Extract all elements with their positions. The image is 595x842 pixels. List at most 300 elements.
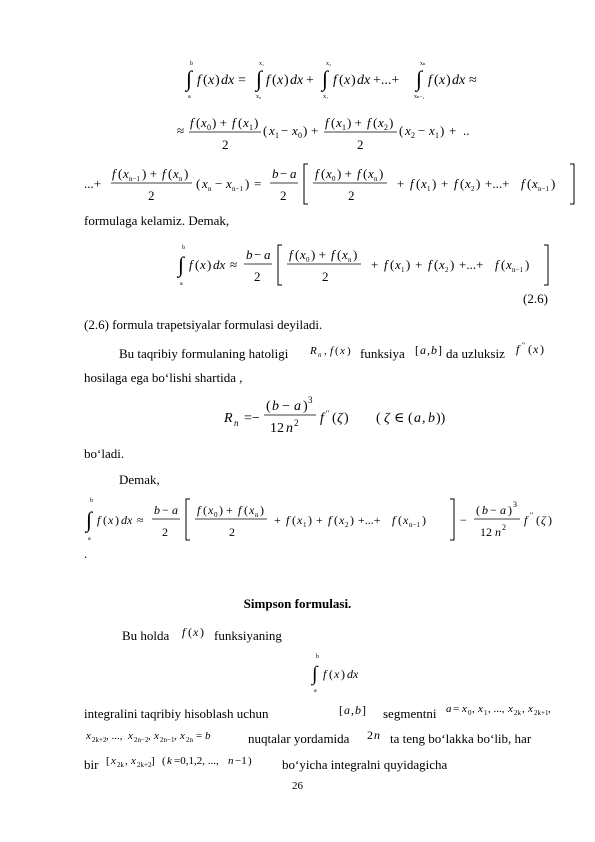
svg-text:) +: ) + bbox=[337, 166, 352, 181]
svg-text:(: ( bbox=[103, 513, 107, 527]
svg-text:n: n bbox=[286, 421, 293, 436]
svg-text:): ) bbox=[379, 166, 384, 181]
svg-text:x: x bbox=[462, 703, 467, 715]
svg-text:2n−1: 2n−1 bbox=[160, 736, 175, 744]
svg-text:x: x bbox=[339, 513, 345, 527]
svg-text:): ) bbox=[508, 503, 512, 517]
svg-text:x: x bbox=[193, 625, 199, 639]
equation-integral-split bbox=[170, 58, 490, 104]
svg-text:∫: ∫ bbox=[322, 66, 329, 91]
svg-text:xₙ: xₙ bbox=[420, 61, 426, 67]
svg-text:x: x bbox=[326, 166, 332, 181]
svg-text:n: n bbox=[179, 175, 183, 183]
svg-text:f: f bbox=[330, 345, 334, 357]
svg-text:n−1: n−1 bbox=[232, 185, 243, 193]
svg-text:n: n bbox=[374, 175, 378, 183]
svg-text:f: f bbox=[320, 411, 324, 426]
svg-text:x: x bbox=[173, 166, 179, 181]
svg-text:f: f bbox=[112, 166, 116, 181]
svg-text:...+: ...+ bbox=[84, 176, 102, 191]
svg-text:=: = bbox=[238, 73, 246, 88]
svg-text:): ) bbox=[446, 73, 451, 88]
svg-text:−: − bbox=[162, 503, 169, 517]
svg-text:x: x bbox=[478, 703, 483, 715]
inline-math-nodes-end bbox=[84, 724, 244, 748]
svg-text:(: ( bbox=[203, 73, 208, 88]
svg-text:x: x bbox=[532, 176, 538, 191]
svg-text:) +: ) + bbox=[212, 115, 227, 130]
svg-text:f: f bbox=[182, 625, 186, 639]
text-line: bo‘ladi. bbox=[84, 446, 125, 461]
svg-text:x: x bbox=[202, 176, 208, 191]
svg-text:x: x bbox=[334, 667, 340, 681]
svg-text:2: 2 bbox=[254, 269, 261, 284]
equation-error-term bbox=[222, 392, 482, 438]
svg-text:−: − bbox=[254, 247, 262, 262]
svg-text:∈: ∈ bbox=[394, 411, 405, 426]
svg-text:1: 1 bbox=[303, 521, 307, 529]
svg-text:2: 2 bbox=[294, 418, 299, 428]
svg-text:a: a bbox=[500, 503, 506, 517]
svg-text:x: x bbox=[108, 513, 114, 527]
svg-text:n: n bbox=[228, 755, 234, 767]
svg-text:): ) bbox=[422, 513, 426, 527]
svg-text:−: − bbox=[215, 176, 223, 191]
svg-text:x: x bbox=[508, 703, 513, 715]
svg-text:): ) bbox=[450, 257, 455, 272]
svg-text:+: + bbox=[441, 176, 449, 191]
svg-text:+...+: +...+ bbox=[358, 513, 381, 527]
svg-text:dx: dx bbox=[121, 513, 133, 527]
svg-text:b: b bbox=[190, 61, 193, 67]
svg-text:x: x bbox=[368, 166, 374, 181]
text-line: ta teng bo‘lakka bo‘lib, har bbox=[390, 731, 532, 746]
text-line: hosilaga ega bo‘lishi shartida , bbox=[84, 370, 243, 385]
svg-text:(: ( bbox=[528, 342, 532, 356]
svg-text:−: − bbox=[282, 399, 290, 414]
svg-text:x: x bbox=[421, 176, 427, 191]
svg-text:f: f bbox=[410, 176, 414, 191]
svg-text:]: ] bbox=[438, 343, 442, 357]
text-line: Bu holda bbox=[122, 628, 170, 643]
svg-text:x: x bbox=[208, 73, 215, 88]
svg-text:f: f bbox=[392, 513, 396, 527]
text-line: bir bbox=[84, 757, 99, 772]
svg-text:x: x bbox=[86, 730, 91, 742]
svg-text:b: b bbox=[428, 411, 435, 426]
svg-text:2k: 2k bbox=[514, 709, 521, 717]
svg-text:f: f bbox=[516, 342, 520, 356]
svg-text:ζ: ζ bbox=[384, 411, 390, 426]
svg-text:): ) bbox=[347, 345, 351, 357]
svg-text:n: n bbox=[255, 511, 259, 519]
svg-text:(: ( bbox=[168, 166, 173, 181]
text-line: funksiya bbox=[360, 346, 405, 361]
svg-text:b: b bbox=[355, 703, 361, 717]
svg-text:,: , bbox=[548, 703, 551, 715]
svg-text:x: x bbox=[533, 342, 539, 356]
svg-text:f: f bbox=[266, 73, 270, 88]
svg-text:x: x bbox=[340, 345, 345, 357]
svg-text:f: f bbox=[328, 513, 332, 527]
equation-trapezoid-with-error bbox=[84, 494, 564, 544]
svg-text:2k: 2k bbox=[117, 761, 124, 769]
svg-text:): ) bbox=[184, 166, 189, 181]
svg-text:a: a bbox=[264, 247, 271, 262]
svg-text:(: ( bbox=[118, 166, 123, 181]
svg-text:f: f bbox=[521, 176, 525, 191]
svg-text:(: ( bbox=[196, 115, 201, 130]
svg-text:,: , bbox=[427, 343, 430, 357]
svg-text:(: ( bbox=[460, 176, 465, 191]
svg-text:x: x bbox=[277, 73, 284, 88]
text-line: da uzluksiz bbox=[446, 346, 505, 361]
svg-text:≈: ≈ bbox=[137, 513, 144, 527]
svg-text:+: + bbox=[449, 123, 457, 138]
svg-text:12: 12 bbox=[480, 525, 492, 539]
svg-text:2: 2 bbox=[322, 269, 329, 284]
svg-text:, ...,: , ..., bbox=[106, 730, 123, 742]
svg-text:(: ( bbox=[203, 503, 207, 517]
svg-text:a: a bbox=[290, 166, 297, 181]
svg-text:): ) bbox=[389, 115, 394, 130]
svg-text:2: 2 bbox=[384, 123, 388, 132]
svg-text:∫: ∫ bbox=[312, 663, 318, 685]
text-line: Demak, bbox=[119, 472, 160, 487]
svg-text:n−1: n−1 bbox=[129, 175, 140, 183]
svg-text:b: b bbox=[272, 399, 279, 414]
svg-text:f: f bbox=[286, 513, 290, 527]
svg-text:) +: ) + bbox=[219, 503, 233, 517]
svg-text:dx: dx bbox=[347, 667, 359, 681]
text-line: segmentni bbox=[383, 706, 437, 721]
svg-text:=: = bbox=[254, 176, 262, 191]
svg-text:∫: ∫ bbox=[178, 252, 185, 277]
svg-text:b: b bbox=[246, 247, 253, 262]
svg-text:dx: dx bbox=[357, 73, 371, 88]
svg-text:R: R bbox=[310, 345, 317, 357]
svg-text:..: .. bbox=[463, 123, 470, 138]
svg-text:1: 1 bbox=[427, 185, 431, 193]
svg-text:'': '' bbox=[326, 409, 329, 418]
svg-text:): ) bbox=[540, 342, 544, 356]
svg-text:2: 2 bbox=[367, 728, 373, 742]
svg-text:f: f bbox=[238, 503, 242, 517]
svg-text:b: b bbox=[182, 245, 185, 251]
svg-text:x: x bbox=[180, 730, 185, 742]
svg-text:(: ( bbox=[238, 115, 243, 130]
inline-math-interval bbox=[338, 699, 374, 721]
svg-text:f: f bbox=[325, 115, 329, 130]
svg-text:0: 0 bbox=[214, 511, 218, 519]
svg-text:): ) bbox=[351, 73, 356, 88]
svg-text:): ) bbox=[353, 247, 358, 262]
svg-text:1: 1 bbox=[435, 131, 439, 140]
svg-text:n−1: n−1 bbox=[538, 185, 549, 193]
svg-text:2k+2: 2k+2 bbox=[92, 736, 107, 744]
svg-text:'': '' bbox=[530, 511, 533, 520]
svg-text:xₙ₋₁: xₙ₋₁ bbox=[414, 94, 425, 100]
inline-math-interval bbox=[414, 340, 450, 362]
equation-trapezoid-sum-end bbox=[84, 160, 580, 208]
svg-text:,: , bbox=[148, 730, 151, 742]
svg-text:=: = bbox=[453, 703, 460, 715]
svg-text:a: a bbox=[188, 94, 191, 100]
svg-text:x: x bbox=[395, 257, 401, 272]
svg-text:2: 2 bbox=[502, 523, 506, 532]
svg-text:x: x bbox=[336, 115, 342, 130]
svg-text:(: ( bbox=[331, 115, 336, 130]
inline-math-nodes-start bbox=[444, 697, 554, 721]
svg-text:,: , bbox=[351, 703, 354, 717]
svg-text:≈: ≈ bbox=[469, 73, 477, 88]
svg-text:x: x bbox=[128, 730, 133, 742]
svg-text:2: 2 bbox=[357, 137, 364, 152]
svg-text:(: ( bbox=[337, 247, 342, 262]
svg-text:(: ( bbox=[196, 176, 201, 191]
svg-text:n: n bbox=[495, 525, 501, 539]
svg-text:∫: ∫ bbox=[416, 66, 423, 91]
svg-text:): ) bbox=[341, 667, 345, 681]
svg-text:x: x bbox=[297, 513, 303, 527]
svg-text:(: ( bbox=[399, 123, 404, 138]
svg-text:+...+: +...+ bbox=[459, 257, 484, 272]
inline-math-2n bbox=[365, 724, 387, 746]
text-line: . bbox=[84, 546, 88, 561]
svg-text:(: ( bbox=[501, 257, 506, 272]
svg-text:+: + bbox=[311, 123, 319, 138]
svg-text:a: a bbox=[88, 536, 91, 542]
svg-text:a: a bbox=[414, 411, 421, 426]
svg-text:−: − bbox=[490, 503, 497, 517]
svg-text:): ) bbox=[432, 176, 437, 191]
svg-text:f: f bbox=[97, 513, 101, 527]
svg-text:f: f bbox=[197, 503, 201, 517]
svg-text:f: f bbox=[524, 513, 528, 527]
svg-text:a: a bbox=[420, 343, 426, 357]
svg-text:a: a bbox=[446, 703, 452, 715]
svg-text:(: ( bbox=[536, 513, 540, 527]
svg-text:,: , bbox=[472, 703, 475, 715]
svg-text:(: ( bbox=[434, 257, 439, 272]
text-line: formulaga kelamiz. Demak, bbox=[84, 213, 230, 228]
text-line: nuqtalar yordamida bbox=[248, 731, 350, 746]
svg-text:[: [ bbox=[415, 343, 419, 357]
svg-text:): ) bbox=[260, 503, 264, 517]
svg-text:(: ( bbox=[266, 399, 271, 414]
svg-text:f: f bbox=[495, 257, 499, 272]
svg-text:): ) bbox=[548, 513, 552, 527]
svg-text:,: , bbox=[125, 755, 128, 767]
svg-text:f: f bbox=[428, 257, 432, 272]
svg-text:)): )) bbox=[436, 411, 446, 426]
svg-text:=−: =− bbox=[244, 411, 260, 426]
svg-text:f: f bbox=[333, 73, 337, 88]
svg-text:(: ( bbox=[416, 176, 421, 191]
svg-text:): ) bbox=[344, 411, 349, 426]
section-heading: Simpson formulasi. bbox=[243, 596, 352, 611]
svg-text:R: R bbox=[224, 411, 233, 426]
svg-text:(: ( bbox=[476, 503, 480, 517]
svg-text:+...+: +...+ bbox=[485, 176, 510, 191]
text-line: (2.6) formula trapetsiyalar formulasi deyiladi. bbox=[84, 317, 323, 332]
svg-text:(: ( bbox=[334, 513, 338, 527]
equation-integral-fx bbox=[310, 648, 370, 694]
svg-text:1: 1 bbox=[484, 709, 488, 717]
svg-text:x₂: x₂ bbox=[326, 61, 332, 67]
svg-text:(: ( bbox=[263, 123, 268, 138]
svg-text:(: ( bbox=[363, 166, 368, 181]
svg-text:=: = bbox=[196, 730, 203, 742]
svg-text:ζ: ζ bbox=[337, 411, 343, 426]
svg-text:x: x bbox=[249, 503, 255, 517]
svg-text:x: x bbox=[208, 503, 214, 517]
svg-text:x: x bbox=[439, 257, 445, 272]
svg-text:f: f bbox=[197, 73, 201, 88]
svg-text:(: ( bbox=[295, 247, 300, 262]
svg-text:): ) bbox=[303, 123, 308, 138]
svg-text:b: b bbox=[316, 654, 319, 660]
svg-text:−: − bbox=[281, 123, 289, 138]
svg-text:2: 2 bbox=[280, 188, 287, 203]
svg-text:f: f bbox=[315, 166, 319, 181]
svg-text:): ) bbox=[215, 73, 220, 88]
svg-text:=0,1,2, ...,: =0,1,2, ..., bbox=[174, 755, 219, 767]
svg-text:(: ( bbox=[373, 115, 378, 130]
svg-text:a: a bbox=[344, 703, 350, 717]
svg-text:dx: dx bbox=[290, 73, 304, 88]
svg-text:3: 3 bbox=[308, 395, 313, 405]
svg-text:x: x bbox=[292, 123, 298, 138]
svg-text:x₁: x₁ bbox=[259, 61, 265, 67]
svg-text:n: n bbox=[348, 256, 352, 264]
svg-text:∫: ∫ bbox=[256, 66, 263, 91]
inline-math-error-term bbox=[309, 340, 357, 362]
svg-text:): ) bbox=[254, 115, 259, 130]
svg-text:b: b bbox=[90, 498, 93, 504]
svg-text:): ) bbox=[551, 176, 556, 191]
svg-text:(: ( bbox=[390, 257, 395, 272]
svg-text:∫: ∫ bbox=[186, 66, 193, 91]
page-number: 26 bbox=[292, 780, 303, 792]
svg-text:k: k bbox=[167, 755, 172, 767]
svg-text:2k+1: 2k+1 bbox=[534, 709, 549, 717]
svg-text:x: x bbox=[226, 176, 232, 191]
svg-text:,: , bbox=[422, 411, 426, 426]
svg-text:x: x bbox=[528, 703, 533, 715]
svg-text:+: + bbox=[397, 176, 405, 191]
svg-text:b: b bbox=[431, 343, 437, 357]
svg-text:n: n bbox=[374, 728, 380, 742]
svg-text:(: ( bbox=[321, 166, 326, 181]
svg-text:b: b bbox=[272, 166, 279, 181]
svg-text:2: 2 bbox=[162, 525, 168, 539]
equation-trapezoid-formula bbox=[176, 241, 556, 289]
svg-text:) +: ) + bbox=[142, 166, 157, 181]
svg-text:a: a bbox=[180, 281, 183, 287]
svg-text:(: ( bbox=[332, 411, 337, 426]
svg-text:x₁: x₁ bbox=[323, 94, 329, 100]
svg-text:,: , bbox=[174, 730, 177, 742]
svg-text:dx: dx bbox=[221, 73, 235, 88]
svg-text:x: x bbox=[405, 123, 411, 138]
svg-text:x: x bbox=[506, 257, 512, 272]
svg-text:f: f bbox=[232, 115, 236, 130]
svg-text:−: − bbox=[460, 513, 467, 527]
svg-text:+: + bbox=[415, 257, 423, 272]
svg-text:1: 1 bbox=[275, 131, 279, 140]
svg-text:+: + bbox=[371, 257, 379, 272]
svg-text:f: f bbox=[323, 667, 327, 681]
svg-text:x: x bbox=[243, 115, 249, 130]
svg-text:0: 0 bbox=[207, 123, 211, 132]
svg-text:f: f bbox=[190, 115, 194, 130]
svg-text:(: ( bbox=[195, 257, 200, 272]
svg-text:−: − bbox=[280, 166, 288, 181]
svg-text:]: ] bbox=[362, 703, 366, 717]
svg-text:(: ( bbox=[398, 513, 402, 527]
svg-text:) +: ) + bbox=[311, 247, 326, 262]
svg-text:): ) bbox=[248, 755, 252, 767]
inline-math-second-derivative bbox=[514, 338, 554, 362]
text-line: bo‘yicha integralni quyidagicha bbox=[282, 757, 448, 772]
svg-text:0: 0 bbox=[332, 175, 336, 183]
svg-text:(: ( bbox=[376, 411, 381, 426]
svg-text:a: a bbox=[172, 503, 178, 517]
svg-text:(: ( bbox=[527, 176, 532, 191]
svg-text:2k+2: 2k+2 bbox=[137, 761, 152, 769]
svg-text:n: n bbox=[208, 185, 212, 193]
inline-math-fx bbox=[180, 621, 210, 643]
svg-text:): ) bbox=[303, 399, 308, 414]
svg-text:a: a bbox=[294, 399, 301, 414]
svg-text:, ...,: , ..., bbox=[488, 703, 505, 715]
svg-text:x: x bbox=[439, 73, 446, 88]
svg-text:−1: −1 bbox=[235, 755, 247, 767]
svg-text:+...+: +...+ bbox=[373, 73, 400, 88]
svg-text:): ) bbox=[245, 176, 250, 191]
svg-text:): ) bbox=[115, 513, 119, 527]
svg-text:12: 12 bbox=[270, 421, 284, 436]
svg-text:1: 1 bbox=[401, 266, 405, 274]
svg-text:): ) bbox=[525, 257, 530, 272]
svg-text:x: x bbox=[154, 730, 159, 742]
svg-text:x: x bbox=[269, 123, 275, 138]
svg-text:x: x bbox=[344, 73, 351, 88]
svg-text:dx: dx bbox=[213, 257, 226, 272]
svg-text:(: ( bbox=[292, 513, 296, 527]
svg-text:2: 2 bbox=[229, 525, 235, 539]
svg-text:f: f bbox=[289, 247, 293, 262]
svg-text:): ) bbox=[440, 123, 445, 138]
svg-text:f: f bbox=[454, 176, 458, 191]
svg-text:dx: dx bbox=[452, 73, 466, 88]
svg-text:3: 3 bbox=[513, 500, 517, 509]
svg-text:): ) bbox=[406, 257, 411, 272]
svg-text:]: ] bbox=[151, 755, 155, 767]
svg-text:x: x bbox=[300, 247, 306, 262]
svg-text:(: ( bbox=[335, 345, 339, 357]
svg-text:n−1: n−1 bbox=[409, 521, 420, 529]
svg-text:): ) bbox=[476, 176, 481, 191]
svg-text:f: f bbox=[357, 166, 361, 181]
svg-text:(: ( bbox=[162, 755, 166, 767]
svg-text:b: b bbox=[205, 730, 211, 742]
svg-text:(: ( bbox=[272, 73, 277, 88]
svg-text:ζ: ζ bbox=[541, 513, 546, 527]
svg-text:∫: ∫ bbox=[86, 507, 93, 532]
svg-text:f: f bbox=[428, 73, 432, 88]
